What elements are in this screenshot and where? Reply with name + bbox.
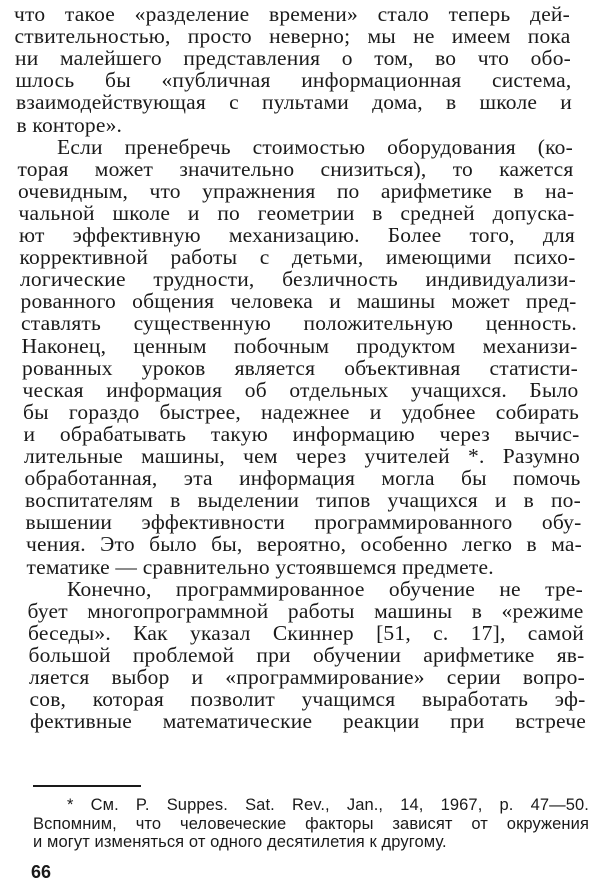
- text-line: ляется выбор и «программирование» серии вопро-: [29, 665, 585, 689]
- text-line: Если пренебречь стоимостью оборудования (ко-: [57, 134, 573, 159]
- text-line: ни малейшего представления о том, во что обо-: [15, 46, 571, 71]
- text-line: в конторе».: [16, 112, 123, 137]
- text-line: ческая информация об отдельных учащихся. Было: [22, 377, 579, 402]
- text-line: ют эффективную механизацию. Более того, для: [19, 223, 575, 247]
- footnote-separator-rule: [33, 785, 141, 787]
- text-line: логические трудности, безличность индивидуализи-: [20, 267, 576, 292]
- text-line: обработанная, эта информация могла бы помочь: [24, 466, 581, 491]
- text-line: фективные математические реакции при встрече: [30, 709, 586, 734]
- text-line: большой проблемой при обучении арифметике яв-: [28, 642, 585, 667]
- text-line: беседы». Как указал Скиннер [51, с. 17], самой: [28, 620, 584, 645]
- text-line: сов, которая позволит учащимся выработать эф-: [29, 687, 586, 712]
- text-line: рованных уроков является объективная статисти-: [22, 355, 578, 380]
- footnote-line: и могут изменяться от одного десятилетия к другому.: [33, 833, 447, 851]
- text-line: Наконец, ценным побочным продуктом механизи-: [21, 333, 578, 358]
- text-line: бует многопрограммной работы машины в «режиме: [27, 598, 584, 623]
- text-line: и обрабатывать такую информацию через вычис-: [23, 421, 580, 446]
- text-line: рованного общения человека и машины может пред-: [20, 289, 577, 314]
- text-line: что такое «разделение времени» стало теперь дей-: [14, 2, 570, 26]
- text-line: коррективной работы с детьми, имеющими психо-: [19, 245, 576, 270]
- text-line: Конечно, программированное обучение не тре-: [67, 576, 583, 601]
- text-line: тематике — сравнительно устоявшемся предмете.: [26, 554, 494, 579]
- text-line: лительные машины, чем через учителей *. Разумно: [24, 444, 580, 468]
- footnote-line: Вспомним, что человеческие факторы зависят от окружения: [33, 814, 589, 833]
- footnote-line: * См. P. Suppes. Sat. Rev., Jan., 14, 1967, p. 47—50.: [67, 796, 589, 814]
- text-line: воспитателям в выделении типов учащихся и в по-: [25, 488, 581, 513]
- text-line: ствительностью, просто неверно; мы не имеем пока: [14, 24, 571, 49]
- text-line: шлось бы «публичная информационная система,: [15, 68, 572, 93]
- text-line: чальной школе и по геометрии в средней допуска-: [18, 200, 575, 225]
- text-line: торая может значительно снизиться), то кажется: [17, 156, 574, 181]
- text-line: чения. Это было бы, вероятно, особенно легко в ма-: [26, 532, 582, 557]
- page-number: 66: [31, 862, 52, 882]
- text-line: бы гораздо быстрее, надежнее и удобнее собирать: [23, 399, 579, 424]
- text-line: очевидным, что упражнения по арифметике в на-: [18, 178, 574, 203]
- text-line: взаимодействующая с пультами дома, в школе и: [16, 90, 572, 115]
- text-line: вышении эффективности программированного обу-: [25, 510, 582, 535]
- text-line: ставлять существенную положительную ценность.: [21, 311, 577, 336]
